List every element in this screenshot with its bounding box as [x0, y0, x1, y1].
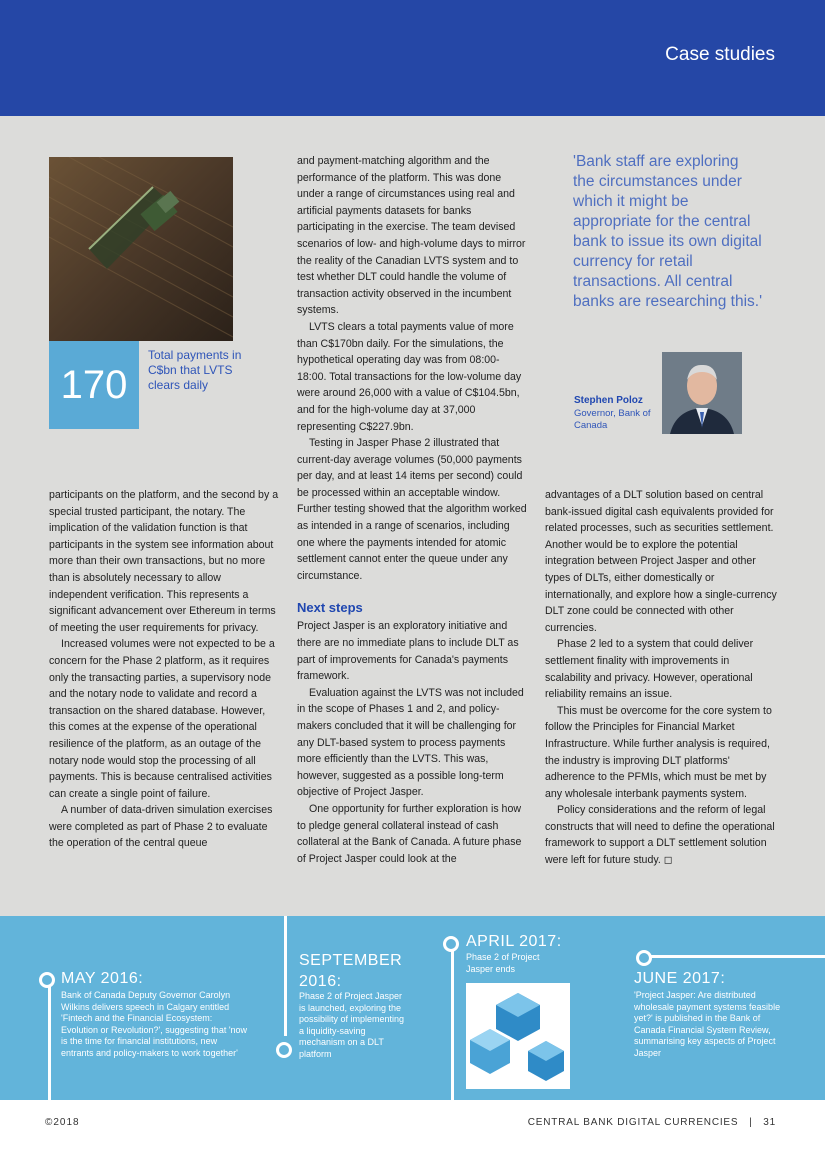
- portrait-illustration: [662, 352, 742, 434]
- timeline-marker: [443, 936, 459, 952]
- quote-author-role: Governor, Bank of Canada: [574, 408, 651, 431]
- blockchain-cubes-graphic: [466, 983, 570, 1089]
- timeline-text: Phase 2 of Project Jasper is launched, exploring the possibility of implementing a liquidity-saving mechanism on a DLT platform: [299, 991, 405, 1059]
- timeline-line: [641, 955, 825, 958]
- timeline-band: [0, 916, 825, 1100]
- timeline-date: SEPTEMBER 2016:: [299, 952, 403, 990]
- next-steps-heading: Next steps: [297, 600, 363, 616]
- copyright: ©2018: [45, 1117, 80, 1128]
- stat-value-box: 170: [49, 341, 139, 429]
- timeline-text: 'Project Jasper: Are distributed wholesale payment systems feasible yet?' is published in the Bank of Canada Financial System Review, summarising key aspects of Project Jasper: [634, 990, 781, 1058]
- header-banner: [0, 0, 825, 116]
- column-3: [545, 487, 777, 869]
- timeline-date: MAY 2016:: [61, 970, 144, 987]
- portrait-photo: [662, 352, 742, 434]
- timeline-line: [451, 948, 454, 1100]
- combine-harvester-photo: [49, 157, 233, 341]
- paragraph: Testing in Jasper Phase 2 illustrated that current-day average volumes (50,000 payments per day, and at least 14 items per second) could be processed within an acceptable window. Further testing showed that the algorithm worked as intended in a range of scenarios, including one where the payments intended for atomic settlement cannot enter the queue under any circumstance.: [297, 437, 527, 582]
- paragraph: LVTS clears a total payments value of more than C$170bn daily. For the simulations, the hypothetical operating day was from 08:00-18:00. Total transactions for the low-volume day were around 26,000 with a value of C$104.5bn, and for the high-volume day at 37,000 representing C$227.9bn.: [297, 320, 522, 433]
- timeline-line: [284, 916, 287, 1036]
- paragraph: and payment-matching algorithm and the performance of the platform. This was done under a range of circumstances using real and artificial payments datasets for banks participating in the exercise. The team devised scenarios of low- and high-volume days to mirror the reality of the Canadian LVTS system and to test whether DLT could handle the volume of transaction activity observed in the incumbent systems.: [297, 155, 526, 317]
- timeline-date: APRIL 2017:: [466, 933, 562, 950]
- pull-quote: 'Bank staff are exploring the circumstances under which it might be appropriate for the central bank to issue its own digital currency for retail transactions. All central banks are researching this.': [573, 153, 763, 310]
- paragraph: participants on the platform, and the second by a special trusted participant, the notary. The implication of the validation function is that participants in the system see information about more than their own transactions, but no more than is absolutely necessary to allow independent verification. This represents a significant advancement over Ethereum in terms of meeting the user requirements for privacy.: [49, 489, 279, 634]
- paragraph: Project Jasper is an exploratory initiative and there are no immediate plans to include DLT as part of improvements for Canada's payments framework.: [297, 620, 519, 683]
- timeline-text: Phase 2 of Project Jasper ends: [466, 952, 540, 974]
- paragraph: Phase 2 led to a system that could deliver settlement finality with improvements in scalability and privacy. However, operational reliability remains an issue.: [545, 638, 754, 701]
- timeline-date: JUNE 2017:: [634, 970, 726, 987]
- paragraph: Evaluation against the LVTS was not included in the scope of Phases 1 and 2, and policy-makers concluded that it will be challenging for any DLT-based system to process payments more efficiently than the LVTS. This was, however, suggested as a possible long-term objective of Project Jasper.: [297, 686, 524, 799]
- timeline-line: [48, 980, 51, 1100]
- harvester-illustration: [49, 157, 233, 341]
- section-title: Case studies: [665, 44, 775, 65]
- paragraph: Policy considerations and the reform of legal constructs that will need to define the operational framework to support a DLT settlement solution were left for future study. ◻: [545, 804, 775, 867]
- paragraph: advantages of a DLT solution based on central bank-issued digital cash equivalents provided for related processes, such as securities settlement. Another would be to explore the potential integration between Project Jasper and other types of DLTs, either domestically or internationally, and explore how a single-currency DLT zone could be connected with other currencies.: [545, 489, 777, 634]
- timeline-marker: [39, 972, 55, 988]
- footer-separator: |: [741, 1117, 760, 1128]
- publication-title: CENTRAL BANK DIGITAL CURRENCIES: [527, 1117, 739, 1128]
- paragraph: Increased volumes were not expected to be a concern for the Phase 2 platform, as it requires only the transacting parties, a supervisory node and the notary node to validate and record a transaction on the shared database. However, this comes at the expense of the operational resilience of the platform, as an outage of the notary node would stop the processing of all payments. This is because centralised activities can create a single point of failure.: [49, 638, 275, 800]
- timeline-marker: [636, 950, 652, 966]
- quote-author-name: Stephen Poloz: [574, 395, 643, 406]
- paragraph: One opportunity for further exploration is how to pledge general collateral instead of cash collateral at the Bank of Canada. A future phase of Project Jasper could look at the: [297, 802, 522, 865]
- page-number: 31: [763, 1117, 776, 1128]
- column-2-top: [297, 153, 529, 867]
- column-1: [49, 487, 281, 852]
- timeline-text: Bank of Canada Deputy Governor Carolyn Wilkins delivers speech in Calgary entitled 'Fintech and the Financial Ecosystem: Evolution or Revolution?', suggesting that 'now is the time for financial institutions, new entrants and policy-makers to work together': [61, 990, 248, 1058]
- timeline-marker: [276, 1042, 292, 1058]
- footer-publication: [528, 1117, 776, 1128]
- paragraph: This must be overcome for the core system to follow the Principles for Financial Market Infrastructure. While further analysis is required, the industry is improving DLT platforms' adherence to the PFMIs, which must be met by any wholesale interbank payments system.: [545, 704, 772, 800]
- paragraph: A number of data-driven simulation exercises were completed as part of Phase 2 to evaluate the operation of the central queue: [49, 804, 273, 850]
- stat-caption: Total payments in C$bn that LVTS clears daily: [148, 348, 242, 392]
